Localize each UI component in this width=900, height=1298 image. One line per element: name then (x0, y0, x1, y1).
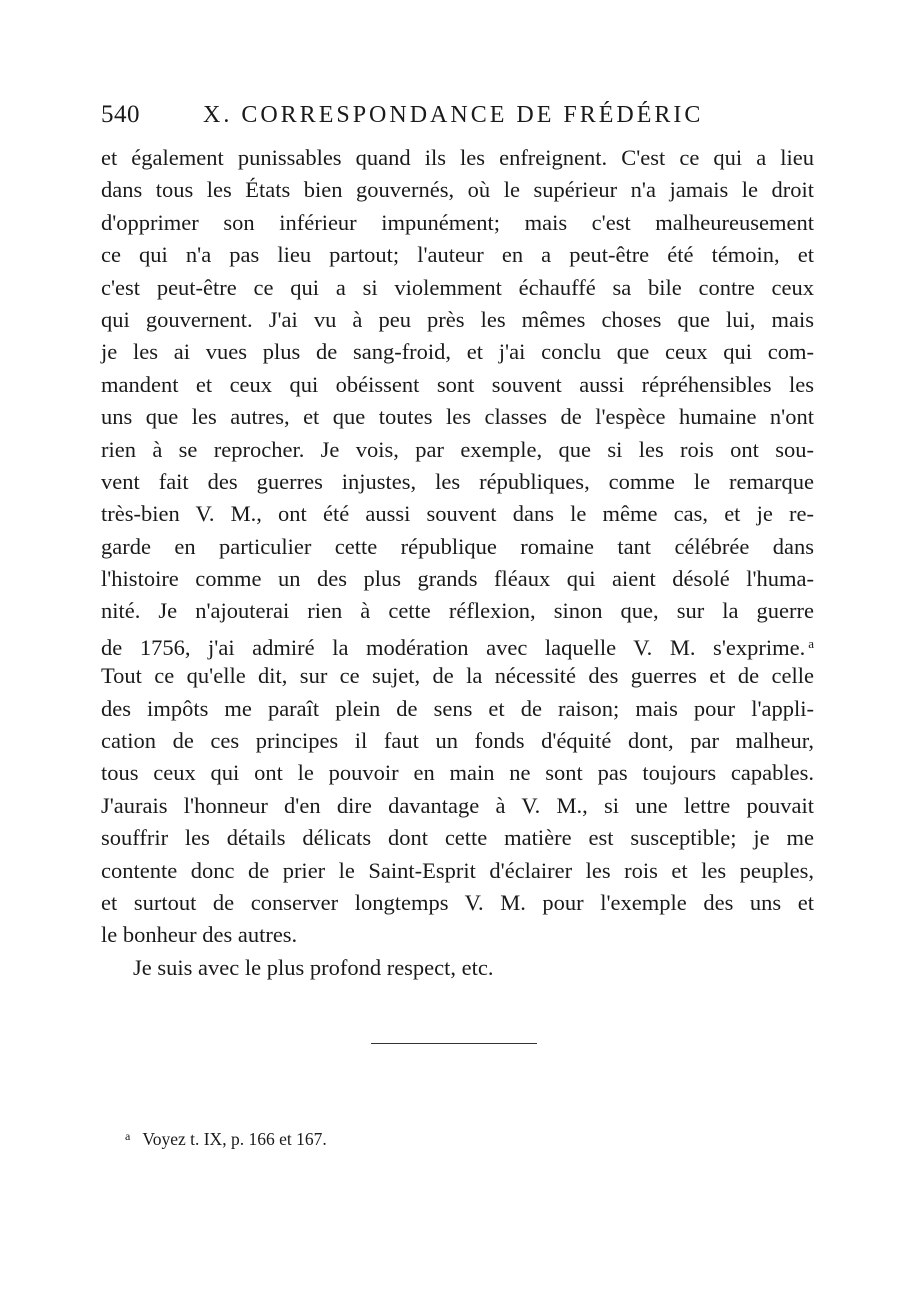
text-line: tous ceux qui ont le pouvoir en main ne sont pas toujours capables. (101, 760, 814, 786)
section-divider (371, 1043, 537, 1044)
closing-line: Je suis avec le plus profond respect, etc. (133, 954, 494, 980)
footnote (125, 1124, 327, 1151)
text-line: uns que les autres, et que toutes les classes de l'espèce humaine n'ont (101, 404, 814, 430)
text-line: le bonheur des autres. (101, 922, 298, 948)
text-line: nité. Je n'ajouterai rien à cette réflexion, sinon que, sur la guerre (101, 598, 814, 624)
text-line: des impôts me paraît plein de sens et de raison; mais pour l'appli- (101, 695, 814, 721)
page-header (101, 98, 821, 132)
text-line: l'histoire comme un des plus grands fléaux qui aient désolé l'huma- (101, 566, 814, 592)
text-line: je les ai vues plus de sang-froid, et j'ai conclu que ceux qui com- (101, 339, 814, 365)
text-line: souffrir les détails délicats dont cette matière est susceptible; je me (101, 825, 814, 851)
text-line: dans tous les États bien gouvernés, où le supérieur n'a jamais le droit (101, 177, 814, 203)
text-line: contente donc de prier le Saint-Esprit d'éclairer les rois et les peuples, (101, 857, 814, 883)
text-line: c'est peut-être ce qui a si violemment échauffé sa bile contre ceux (101, 274, 814, 300)
text-line: qui gouvernent. J'ai vu à peu près les mêmes choses que lui, mais (101, 306, 814, 332)
footnote-letter: a (125, 1129, 131, 1143)
text-line: mandent et ceux qui obéissent sont souvent aussi répréhensibles les (101, 371, 814, 397)
text-line: rien à se reprocher. Je vois, par exemple, que si les rois ont sou- (101, 436, 814, 462)
text-line-with-footnote (101, 628, 814, 660)
text-line: ce qui n'a pas lieu partout; l'auteur en a peut-être été témoin, et (101, 242, 814, 268)
text-line: vent fait des guerres injustes, les républiques, comme le remarque (101, 468, 814, 494)
footnote-marker: a (808, 635, 814, 651)
text-line: J'aurais l'honneur d'en dire davantage à V. M., si une lettre pouvait (101, 792, 814, 818)
text-line-content: de 1756, j'ai admiré la modération avec laquelle V. M. s'exprime. (101, 634, 806, 660)
text-line: garde en particulier cette république romaine tant célébrée dans (101, 533, 814, 559)
text-line: cation de ces principes il faut un fonds d'équité dont, par malheur, (101, 728, 814, 754)
text-line: et surtout de conserver longtemps V. M. pour l'exemple des uns et (101, 889, 814, 915)
text-line: d'opprimer son inférieur impunément; mais c'est malheureusement (101, 209, 814, 235)
running-title: X. CORRESPONDANCE DE FRÉDÉRIC (203, 102, 704, 128)
text-line: très-bien V. M., ont été aussi souvent dans le même cas, et je re- (101, 501, 814, 527)
page-number: 540 (101, 101, 140, 128)
text-line: Tout ce qu'elle dit, sur ce sujet, de la nécessité des guerres et de celle (101, 663, 814, 689)
text-line: et également punissables quand ils les enfreignent. C'est ce qui a lieu (101, 145, 814, 170)
letter-body (101, 142, 814, 984)
footnote-text: Voyez t. IX, p. 166 et 167. (142, 1129, 327, 1149)
